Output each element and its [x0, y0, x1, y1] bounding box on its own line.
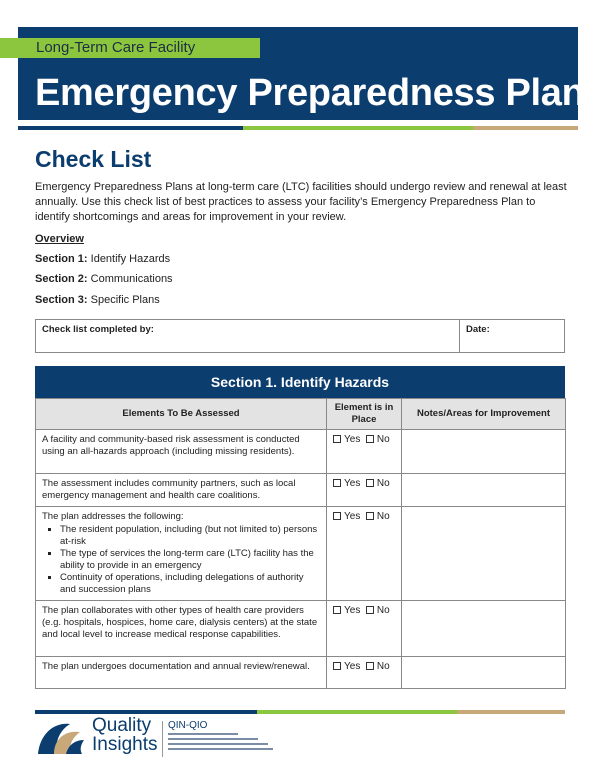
yes-no-checkboxes: Yes No [327, 430, 402, 474]
date-label: Date: [466, 324, 490, 335]
footer-band-green [257, 710, 457, 714]
table-row [36, 430, 566, 474]
section1-table [35, 366, 565, 689]
checklist-heading: Check List [35, 146, 152, 172]
footer-band-navy [35, 710, 257, 714]
logo-divider [162, 721, 163, 757]
color-band-green [243, 126, 473, 130]
bullet-item: ▪ The resident population, including (but not limited to) persons at-risk [60, 524, 320, 548]
yes-no-checkboxes: Yes No [327, 474, 402, 507]
footer-band-tan [457, 710, 565, 714]
bullet-list [42, 524, 320, 596]
element-text: The plan undergoes documentation and annual review/renewal. [36, 657, 327, 689]
qin-qio-logo: QIN-QIO [168, 720, 208, 731]
table-row [36, 507, 566, 601]
yes-checkbox[interactable] [333, 435, 341, 443]
quality-insights-logo-icon [36, 720, 86, 756]
table-row [36, 474, 566, 507]
column-header-in-place: Element is in Place [327, 399, 402, 430]
yes-no-checkboxes: Yes No [327, 601, 402, 657]
yes-checkbox[interactable] [333, 512, 341, 520]
intro-paragraph: Emergency Preparedness Plans at long-term care (LTC) facilities should undergo review and renewal at least annually. Use this check list of best practices to assess your facility’s Emergency Preparedness Plan to identify shortcomings and areas for improvement in your review. [35, 181, 567, 223]
overview-label: Overview [35, 233, 84, 245]
element-text: The assessment includes community partners, such as local emergency management and health care coalitions. [36, 474, 327, 507]
section-line-2: Section 2: Communications [35, 273, 173, 285]
no-checkbox[interactable] [366, 662, 374, 670]
table-row [36, 601, 566, 657]
element-text: A facility and community-based risk assessment is conducted using an all-hazards approach (including missing residents). [36, 430, 327, 474]
no-checkbox[interactable] [366, 512, 374, 520]
notes-cell[interactable] [402, 601, 566, 657]
notes-cell[interactable] [402, 657, 566, 689]
element-text: The plan collaborates with other types of health care providers (e.g. hospitals, hospices, home care, dialysis centers) at the state and local level to increase medical response capabilities. [36, 601, 327, 657]
completed-by-label: Check list completed by: [42, 324, 154, 335]
section1-heading: Section 1. Identify Hazards [35, 366, 565, 398]
column-header-notes: Notes/Areas for Improvement [402, 399, 566, 430]
notes-cell[interactable] [402, 507, 566, 601]
notes-cell[interactable] [402, 430, 566, 474]
table-row [36, 657, 566, 689]
no-checkbox[interactable] [366, 435, 374, 443]
quality-insights-logo: Quality Insights [92, 715, 158, 755]
color-band-tan [473, 126, 578, 130]
qio-fine-print [168, 733, 278, 753]
yes-no-checkboxes: Yes No [327, 507, 402, 601]
column-header-elements: Elements To Be Assessed [36, 399, 327, 430]
section-line-3: Section 3: Specific Plans [35, 294, 160, 306]
document-title: Emergency Preparedness Plan [35, 72, 585, 114]
element-text: The plan addresses the following: ▪ The resident population, including (but not limited to) persons at-risk ▪ The type of services the long-term care (LTC) facility has the ability to provide in an emergency ▪ Continuity of operations, including delegations of authority and succession plans [36, 507, 327, 601]
section-line-1: Section 1: Identify Hazards [35, 253, 171, 265]
bullet-item: ▪ The type of services the long-term care (LTC) facility has the ability to provide in an emergency [60, 548, 320, 572]
yes-checkbox[interactable] [333, 662, 341, 670]
document-subtitle: Long-Term Care Facility [36, 39, 196, 56]
yes-checkbox[interactable] [333, 479, 341, 487]
no-checkbox[interactable] [366, 479, 374, 487]
completed-by-field[interactable] [36, 320, 460, 352]
yes-checkbox[interactable] [333, 606, 341, 614]
color-band-navy [18, 126, 243, 130]
yes-no-checkboxes: Yes No [327, 657, 402, 689]
completed-by-box [35, 319, 565, 353]
no-checkbox[interactable] [366, 606, 374, 614]
bullet-item: ▪ Continuity of operations, including delegations of authority and succession plans [60, 572, 320, 596]
notes-cell[interactable] [402, 474, 566, 507]
